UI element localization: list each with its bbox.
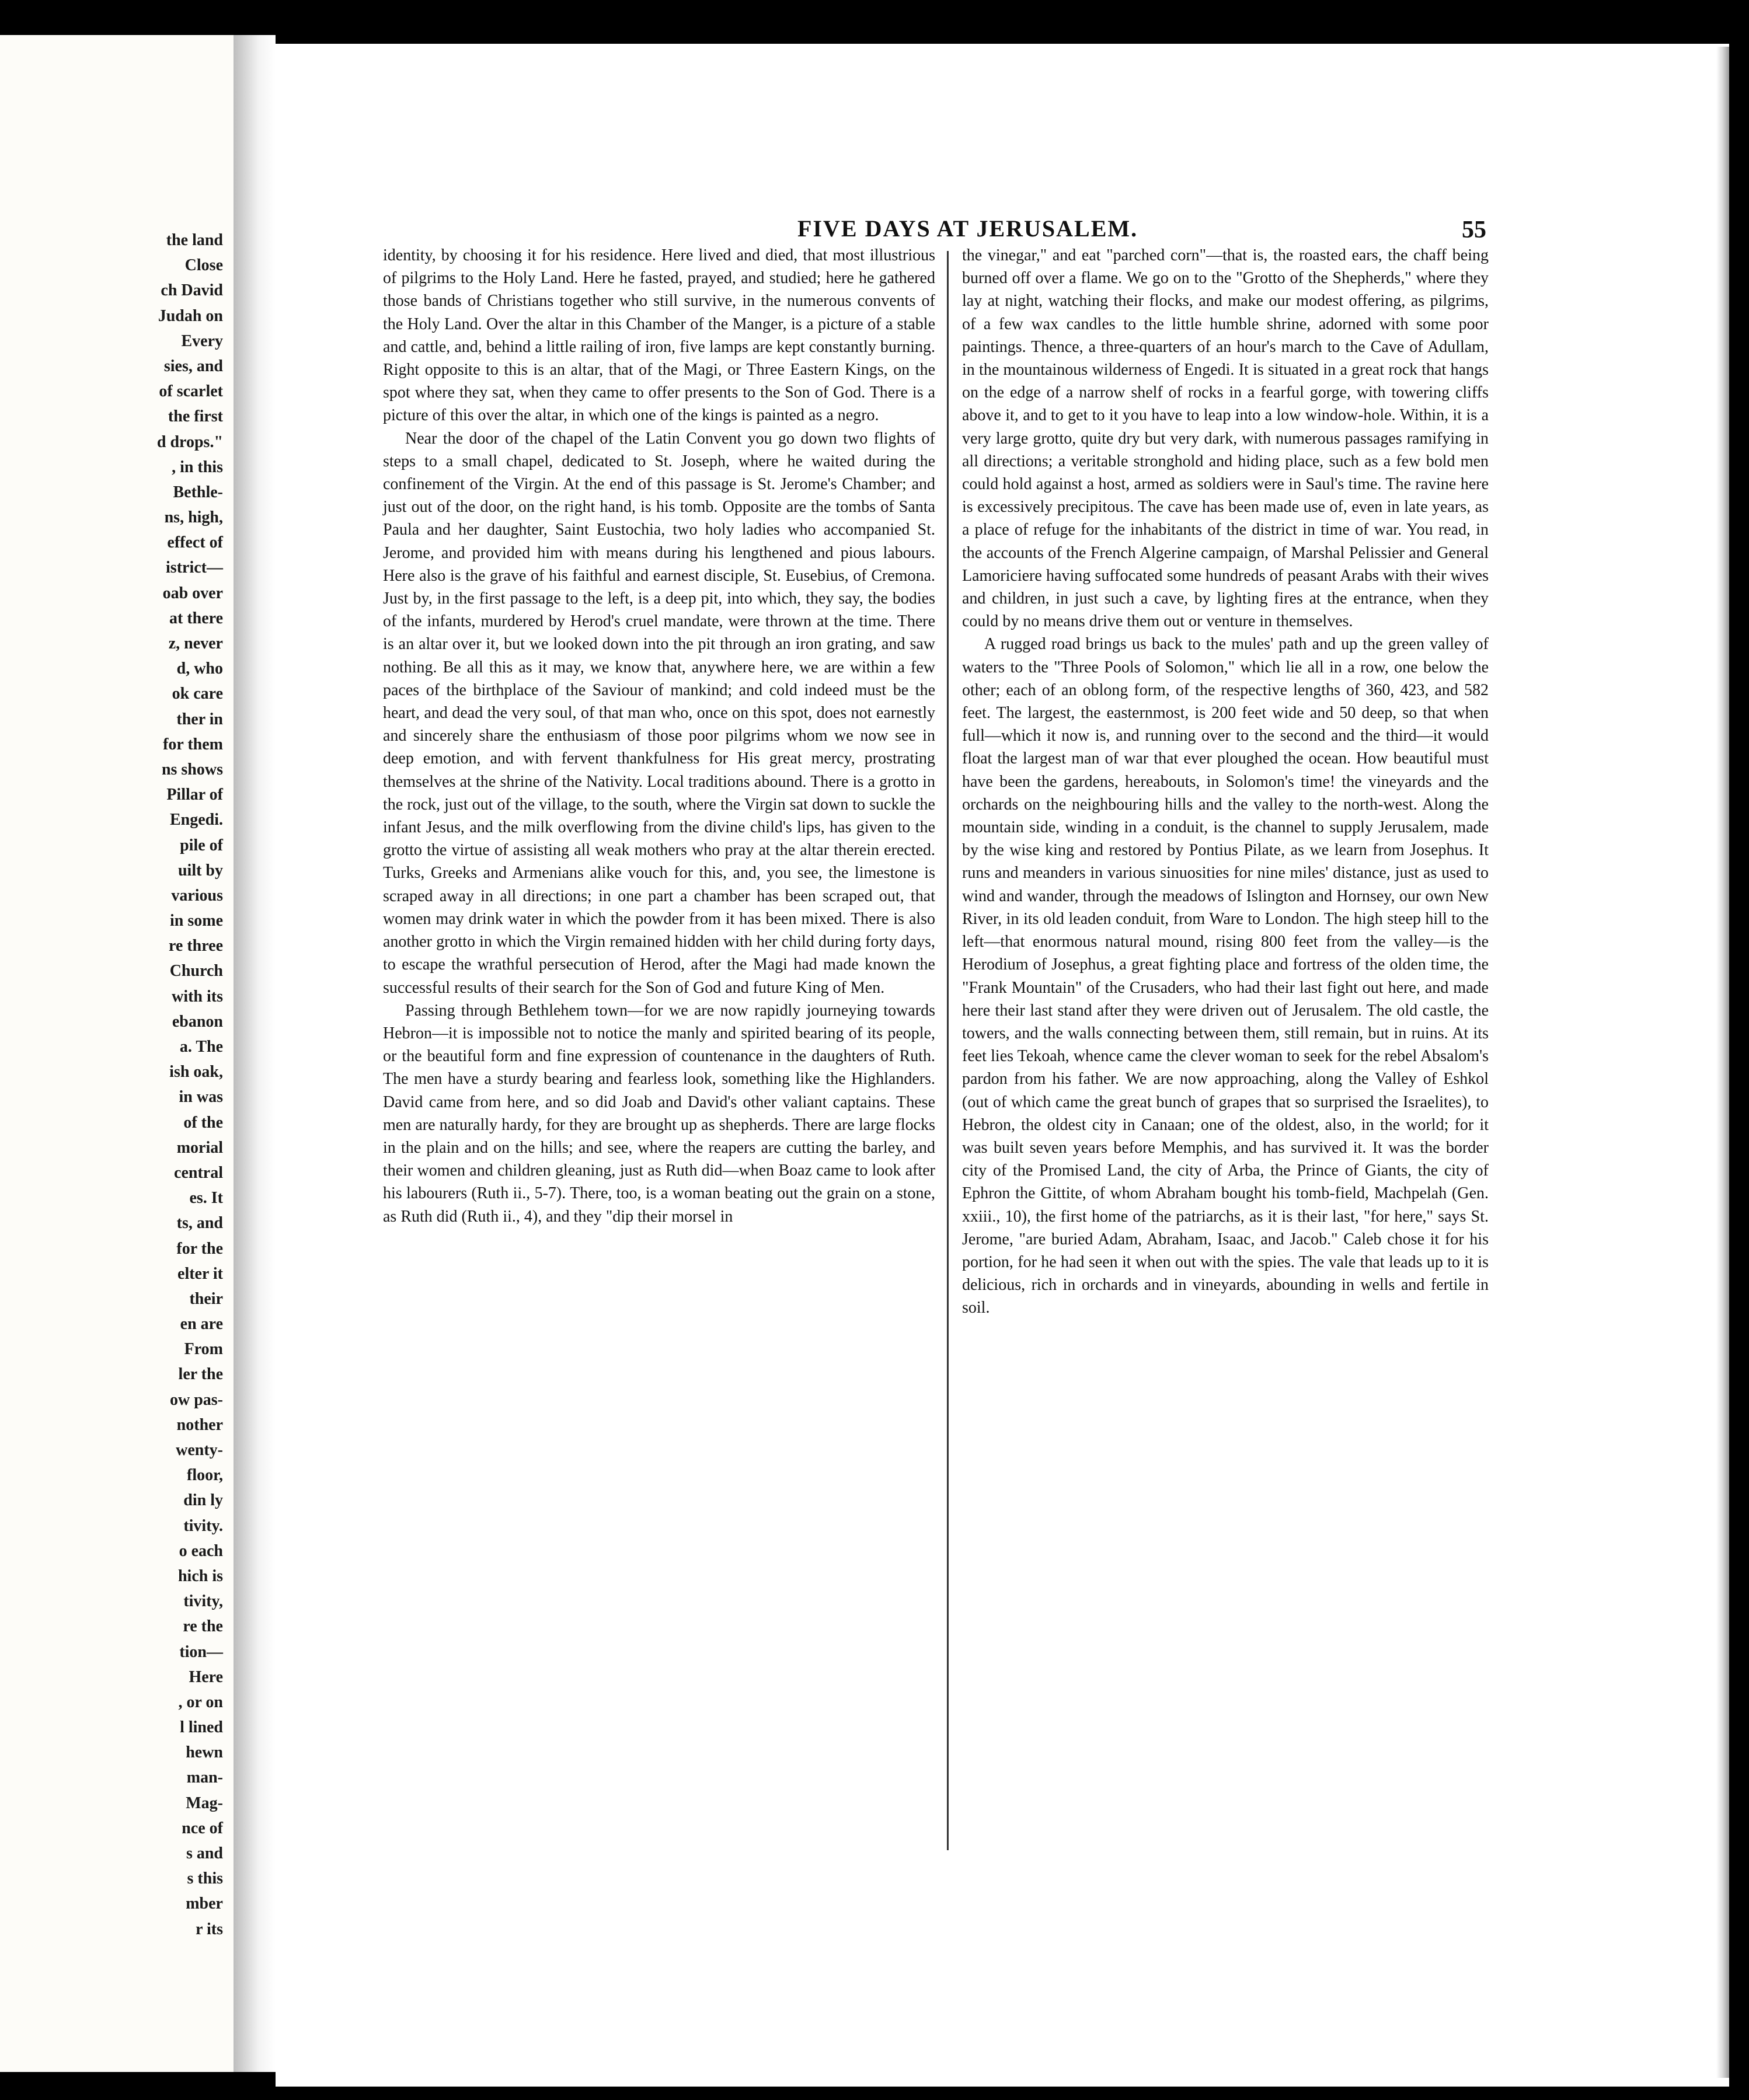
paragraph: Near the door of the chapel of the Latin Convent you go down two flights of steps to a small chapel, dedicated to St. Joseph, where he waited during the confinement of the Virgin. At the end of this passage is St. Jerome's Chamber; and just out of the door, on the right hand, is his tomb. Opposite are the tombs of Santa Paula and her daughter, Saint Eustochia, two holy ladies who accompanied St. Jerome, and provided him with means during his lengthened and pious labours. Here also is the grave of his faithful and earnest disciple, St. Eusebius, of Cremona. Just by, in the first passage to the left, is a deep pit, into which, they say, the bodies of the infants, murdered by Herod's cruel mandate, were thrown at the time. There is an altar over it, but we looked down into the pit through an iron grating, and saw nothing. Be all this as it may, we know that, anywhere here, we are within a few paces of the birthplace of the Saviour of mankind; and cold indeed must be the heart, and dead the very soul, of that man who, once on this spot, does not earnestly and sincerely share the enthusiasm of those poor pilgrims whom we now see in deep emotion, and with fervent thankfulness for His great mercy, prostrating themselves at the shrine of the Nativity. Local traditions abound. There is a grotto in the rock, just out of the village, to the south, where the Virgin sat down to suckle the infant Jesus, and the milk overflowing from the divine child's lips, has given to the grotto the virtue of assisting all weak mothers who pray at the altar therein erected. Turks, Greeks and Armenians alike vouch for this, and, you see, the limestone is scraped away in all directions; in one part a chamber has been scraped out, that women may drink water in which the powder from it has been mixed. There is also another grotto in which the Virgin remained hidden with her child during forty days, to escape the wrathful persecution of Herod, after the Magi had made known the successful results of their search for the Son of God and future King of Men. [383, 429, 935, 997]
fragment-line: tivity. [183, 1516, 223, 1535]
fragment-line: d drops." [156, 432, 223, 451]
fragment-line: at there [169, 609, 223, 627]
fragment-line: elter it [177, 1264, 223, 1283]
fragment-line: Church [169, 962, 223, 981]
fragment-line: Bethle- [173, 483, 223, 501]
fragment-line: es. It [189, 1189, 223, 1208]
fragment-line: with its [172, 987, 223, 1006]
fragment-line: hich is [177, 1567, 223, 1585]
fragment-line: man- [186, 1768, 223, 1787]
fragment-line: a. The [179, 1038, 223, 1056]
fragment-line: morial [176, 1138, 223, 1157]
text-column-left [383, 244, 935, 1228]
page-number: 55 [1462, 217, 1486, 243]
fragment-line: wenty- [176, 1441, 223, 1459]
fragment-line: their [189, 1289, 223, 1308]
paragraph: A rugged road brings us back to the mules' path and up the green valley of waters to the "Three Pools of Solomon," which lie all in a row, one below the other; each of an oblong form, of the respective lengths of 360, 423, and 582 feet. The largest, the easternmost, is 200 feet wide and 50 deep, so that when full—which it now is, and running over to the second and the third—it would float the largest man of war that ever ploughed the ocean. How beautiful must have been the gardens, hereabouts, in Solomon's time! the vineyards and the orchards on the neighbouring hills and the valley to the north-west. Along the mountain side, winding in a conduit, is the channel to supply Jerusalem, made by the wise king and restored by Pontius Pilate, as we learn from Josephus. It runs and meanders in various sinuosities for nine miles' distance, just as used to wind and wander, through the meadows of Islington and Hornsey, our own New River, in its old leaden conduit, from Ware to London. The high steep hill to the left—that enormous natural mound, rising 800 feet from the valley—is the Herodium of Josephus, a great fighting place and fortress of the olden time, the "Frank Mountain" of the Crusaders, who had their last fight out here, and made here their last stand after they were driven out of Jerusalem. The old castle, the towers, and the walls connecting between them, still remain, but in ruins. At its feet lies Tekoah, whence came the clever woman to seek for the rebel Absalom's pardon from his father. We are now approaching, along the Valley of Eshkol (out of which came the great bunch of grapes that so surprised the Israelites), to Hebron, the oldest city in Canaan; one of the oldest, also, in the world; for it was built seven years before Memphis, and has survived it. It was the border city of the Promised Land, the city of Arba, the Prince of Giants, the city of Ephron the Gittite, of whom Abraham bought his tomb-field, Machpelah (Gen. xxiii., 10), the first home of the patriarchs, as it is their last, "for here," says St. Jerome, "are buried Adam, Abraham, Isaac, and Jacob." Caleb chose it for his portion, for he had seen it when out with the spies. The vale that leads up to it is delicious, rich in orchards and in vineyards, abounding in wells and fertile in soil. [962, 635, 1489, 1317]
fragment-line: for them [163, 735, 223, 754]
page-edge [1716, 47, 1729, 2078]
fragment-line: istrict— [166, 559, 223, 577]
fragment-line: ish oak, [169, 1063, 223, 1082]
fragment-line: en are [180, 1315, 223, 1334]
fragment-line: pile of [180, 836, 223, 854]
fragment-line: ns, high, [164, 508, 223, 527]
column-rule [947, 251, 949, 1850]
fragment-line: oab over [162, 584, 223, 602]
fragment-line: of scarlet [159, 382, 223, 401]
fragment-line: for the [176, 1239, 223, 1258]
fragment-line: , in this [172, 458, 223, 476]
facing-page-left [0, 35, 236, 2072]
fragment-line: din ly [183, 1491, 223, 1510]
book-gutter [234, 35, 276, 2072]
fragment-line: ler the [178, 1365, 223, 1384]
left-page-text-fragments [157, 228, 223, 1942]
fragment-line: tion— [179, 1642, 223, 1661]
fragment-line: d, who [176, 660, 223, 678]
fragment-line: Every [181, 332, 223, 350]
fragment-line: ther in [176, 710, 223, 728]
fragment-line: Mag- [186, 1794, 223, 1812]
fragment-line: floor, [187, 1466, 223, 1485]
fragment-line: in was [179, 1088, 223, 1107]
fragment-line: ns shows [161, 760, 223, 779]
fragment-line: Close [184, 256, 223, 275]
fragment-line: , or on [178, 1693, 223, 1711]
fragment-line: s and [186, 1844, 223, 1862]
fragment-line: ch David [161, 281, 223, 300]
fragment-line: hewn [186, 1743, 223, 1762]
fragment-line: ts, and [176, 1214, 223, 1233]
fragment-line: l lined [180, 1718, 223, 1737]
fragment-line: nother [176, 1415, 223, 1434]
fragment-line: nce of [182, 1819, 223, 1837]
fragment-line: re the [183, 1617, 223, 1636]
fragment-line: ow pas- [169, 1390, 223, 1409]
fragment-line: in some [170, 912, 223, 930]
fragment-line: effect of [167, 533, 223, 552]
fragment-line: s this [187, 1869, 223, 1888]
fragment-line: the land [166, 231, 223, 249]
fragment-line: various [171, 886, 223, 905]
fragment-line: uilt by [177, 861, 223, 880]
paragraph: identity, by choosing it for his residence. Here lived and died, that most illustrious of pilgrims to the Holy Land. Here he fasted, prayed, and studied; here he gathered those bands of Christians together who still survive, in the numerous convents of the Holy Land. Over the altar in this Chamber of the Manger, is a picture of a stable and cattle, and, behind a little railing of iron, five lamps are kept constantly burning. Right opposite to this is an altar, that of the Magi, or Three Eastern Kings, on the spot where they sat, when they came to offer presents to the Son of God. There is a picture of this over the altar, in which one of the kings is painted as a negro. [383, 246, 935, 425]
fragment-line: Judah on [158, 306, 223, 325]
fragment-line: ok care [172, 685, 223, 703]
paragraph: Passing through Bethlehem town—for we are now rapidly journeying towards Hebron—it is impossible not to notice the manly and spirited bearing of its people, or the beautiful form and fine expression of countenance in the daughters of Ruth. The men have a sturdy bearing and fearless look, something like the Highlanders. David came from here, and so did Joab and David's other valiant captains. These men are naturally hardy, for they are brought up as shepherds. There are large flocks in the plain and on the hills; and see, where the reapers are cutting the barley, and their women and children gleaning, just as Ruth did—when Boaz came to look after his labourers (Ruth ii., 5-7). There, too, is a woman beating out the grain on a stone, as Ruth did (Ruth ii., 4), and they "dip their morsel in [383, 1001, 935, 1226]
fragment-line: Pillar of [166, 786, 223, 804]
paragraph: the vinegar," and eat "parched corn"—that is, the roasted ears, the chaff being burned off over a flame. We go on to the "Grotto of the Shepherds," where they lay at night, watching their flocks, and make our modest offering, as pilgrims, of a few wax candles to the little humble shrine, adorned with some poor paintings. Thence, a three-quarters of an hour's march to the Cave of Adullam, in the mountainous wilderness of Engedi. It is situated in a great rock that hangs on the edge of a narrow shelf of rocks in a fearful gorge, with towering cliffs above it, and to get to it you have to leap into a low window-hole. Within, it is a very large grotto, quite dry but very dark, with numerous passages ramifying in all directions; a veritable stronghold and hiding place, such as a few bold men could hold against a host, armed as soldiers were in Saul's time. The ravine here is excessively precipitous. The cave has been made use of, even in late years, as a place of refuge for the inhabitants of the district in time of war. You read, in the accounts of the French Algerine campaign, of Marshal Pelissier and General Lamoriciere having suffocated some hundreds of peasant Arabs with their wives and children, in just such a cave, by lighting fires at the entrance, when they could by no means drive them out or venture in themselves. [962, 246, 1489, 631]
fragment-line: Here [189, 1668, 223, 1686]
fragment-line: mber [186, 1895, 223, 1913]
fragment-line: ebanon [172, 1012, 223, 1031]
fragment-line: sies, and [163, 357, 223, 375]
fragment-line: Engedi. [169, 811, 223, 829]
fragment-line: re three [168, 937, 223, 955]
fragment-line: of the [183, 1113, 223, 1132]
running-head: FIVE DAYS AT JERUSALEM. [797, 215, 1138, 242]
fragment-line: z, never [168, 634, 223, 653]
fragment-line: central [174, 1163, 223, 1182]
fragment-line: o each [179, 1541, 223, 1560]
text-column-right [962, 244, 1489, 1320]
fragment-line: r its [196, 1920, 223, 1938]
fragment-line: the first [168, 407, 223, 426]
fragment-line: From [184, 1340, 223, 1359]
fragment-line: tivity, [183, 1592, 223, 1611]
